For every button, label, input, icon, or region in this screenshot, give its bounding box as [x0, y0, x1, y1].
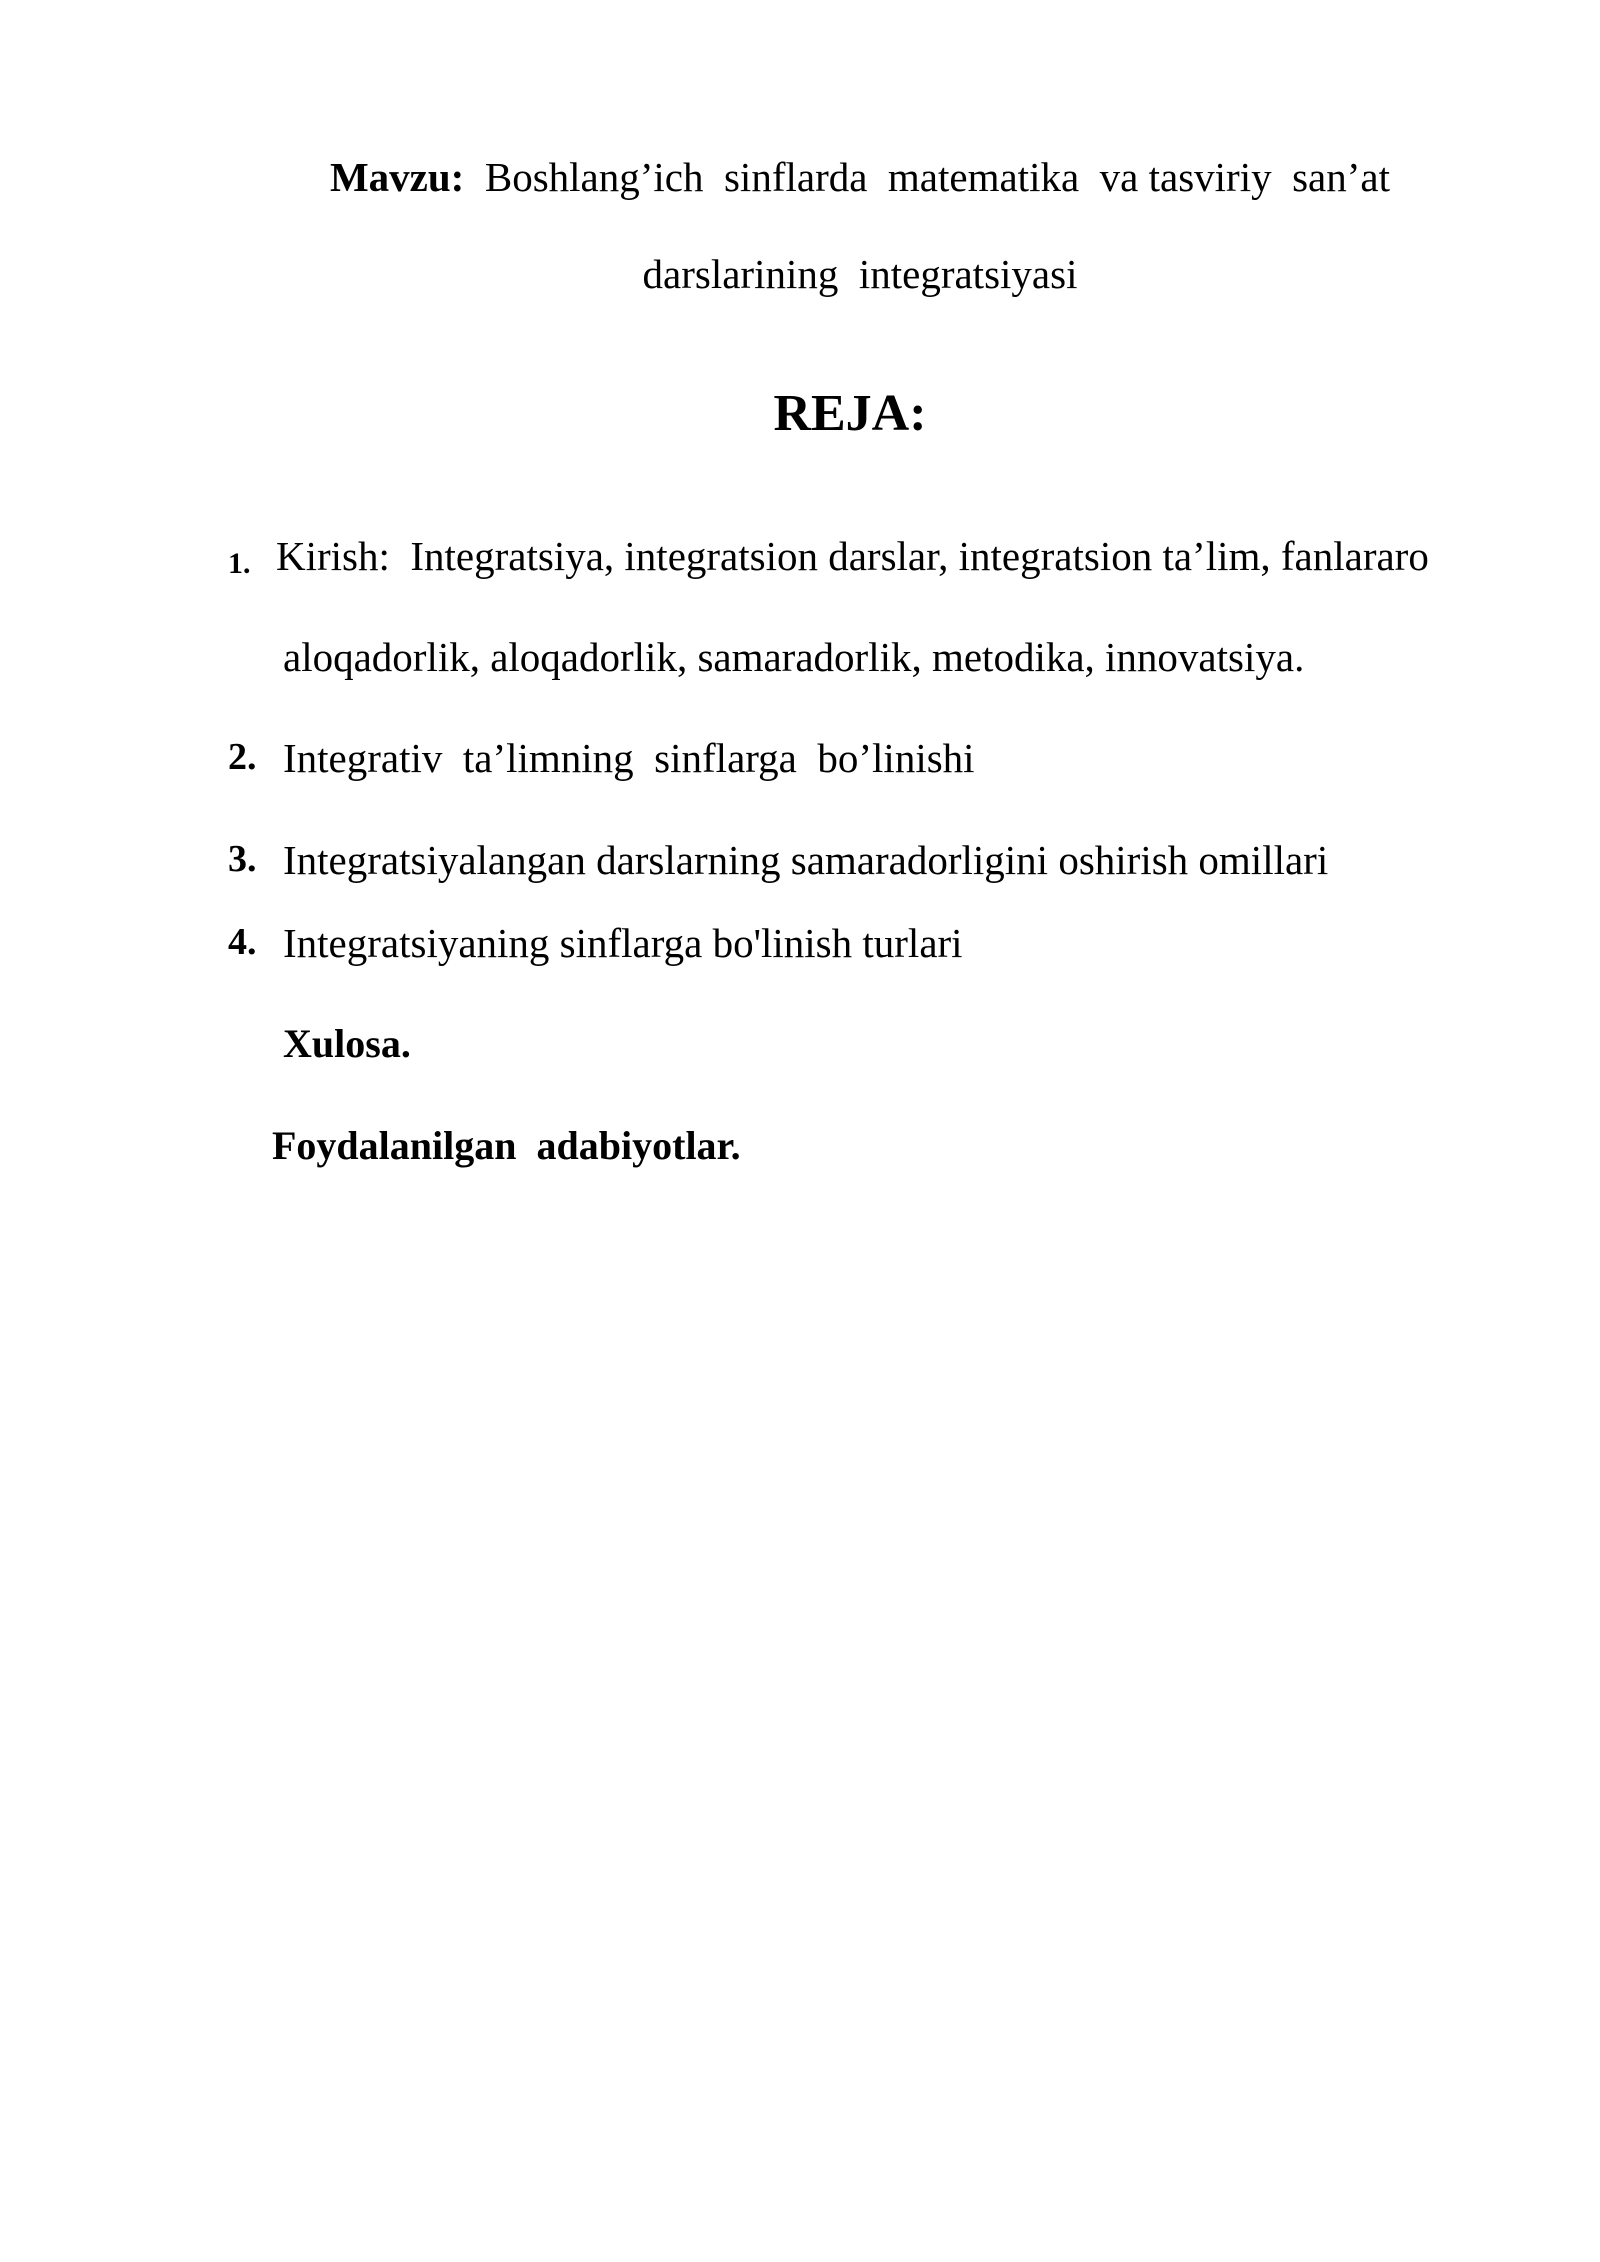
topic-title-part2: darslarining integratsiyasi: [642, 251, 1078, 297]
plan-item-number: 1.: [228, 547, 251, 580]
conclusion-heading: Xulosa.: [283, 1021, 411, 1066]
plan-item-text: Kirish: Integratsiya, integratsion darslar, integratsion ta’lim, fanlararo: [276, 533, 1429, 579]
topic-line: [220, 153, 1500, 201]
plan-item-text: Integratsiyalangan darslarning samaradorligini oshirish omillari: [283, 837, 1329, 883]
plan-item-number: 4.: [228, 921, 257, 963]
topic-title-part1: Boshlang’ich sinflarda matematika va tasviriy san’at: [464, 154, 1390, 200]
plan-title: REJA:: [773, 385, 927, 442]
plan-item-text: Integratsiyaning sinflarga bo'linish turlari: [283, 920, 963, 966]
plan-item-number: 2.: [228, 736, 257, 778]
plan-item-text-continued: aloqadorlik, aloqadorlik, samaradorlik, metodika, innovatsiya.: [283, 634, 1305, 680]
topic-label: Mavzu:: [329, 154, 465, 200]
plan-item-number: 3.: [228, 838, 257, 880]
references-heading: Foydalanilgan adabiyotlar.: [272, 1123, 741, 1168]
plan-item-text: Integrativ ta’limning sinflarga bo’linishi: [283, 735, 975, 781]
